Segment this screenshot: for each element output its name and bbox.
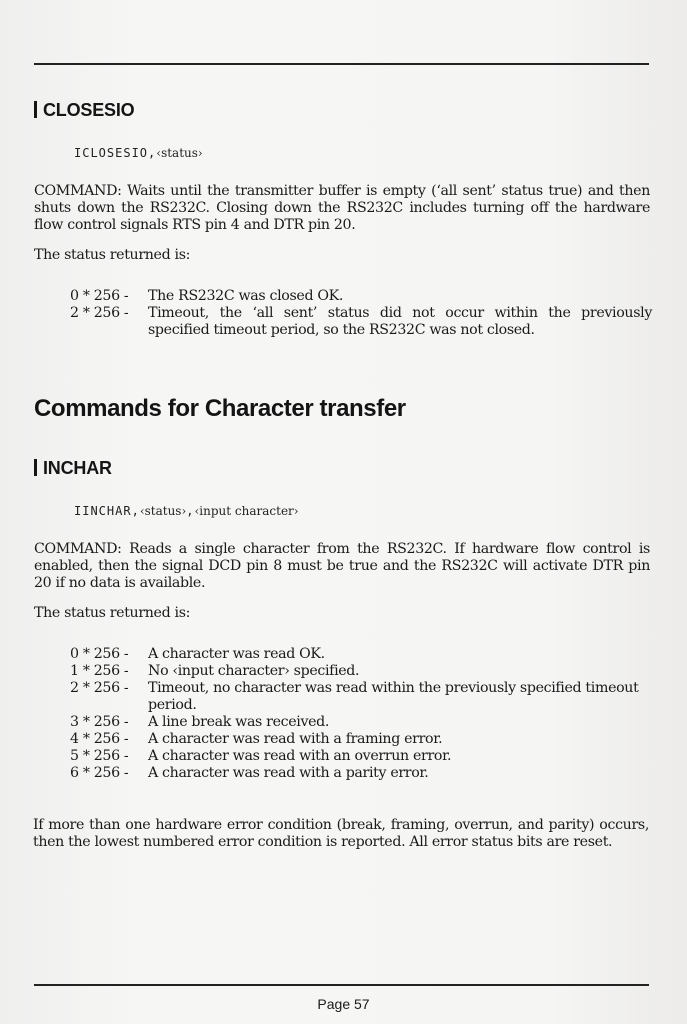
closesio-syntax: [74, 146, 203, 160]
command-bar-mark: [34, 459, 37, 476]
closesio-status-intro: The status returned is:: [34, 247, 191, 263]
syntax-param-input-character: ‹input character›: [194, 504, 299, 518]
status-code: 0 * 256 -: [70, 646, 129, 662]
status-code: 1 * 256 -: [70, 663, 129, 679]
bottom-rule: [34, 984, 649, 986]
status-code: 2 * 256 -: [70, 680, 129, 696]
status-description: A character was read OK.: [148, 646, 325, 662]
list-item: [70, 748, 652, 765]
status-description: Timeout, the ‘all sent’ status did not occur within the previously specified timeout period, so the RS232C was not closed.: [148, 305, 652, 338]
list-item: [70, 731, 652, 748]
list-item: [70, 305, 652, 339]
list-item: [70, 680, 652, 714]
inchar-footnote: If more than one hardware error condition (break, framing, overrun, and parity) occurs, then the lowest numbered error condition is reported. All error status bits are reset.: [33, 817, 649, 850]
status-description: No ‹input character› specified.: [148, 663, 360, 679]
status-code: 6 * 256 -: [70, 765, 129, 781]
status-code: 0 * 256 -: [70, 288, 129, 304]
syntax-param-status: ‹status›: [156, 146, 203, 160]
status-description: A line break was received.: [148, 714, 330, 730]
status-code: 3 * 256 -: [70, 714, 129, 730]
closesio-description: COMMAND: Waits until the transmitter buffer is empty (‘all sent’ status true) and then shuts down the RS232C. Closing down the RS232C includes turning off the hardware flow control signals RTS pin 4 and DTR pin 20.: [34, 183, 650, 233]
top-rule: [34, 63, 649, 65]
status-description: A character was read with a framing error.: [148, 731, 443, 747]
syntax-command: CLOSESIO,: [82, 146, 157, 160]
section-title: Commands for Character transfer: [34, 395, 406, 422]
status-code: 2 * 256 -: [70, 305, 129, 321]
list-item: [70, 765, 652, 782]
syntax-bar: I: [74, 146, 83, 160]
inchar-status-list: [70, 646, 652, 782]
syntax-param-status: ‹status›: [139, 504, 187, 518]
status-description: Timeout, no character was read within the previously specified timeout period.: [148, 680, 639, 713]
list-item: [70, 288, 652, 305]
list-item: [70, 663, 652, 680]
syntax-bar: I: [74, 504, 83, 518]
list-item: [70, 646, 652, 663]
inchar-status-intro: The status returned is:: [34, 605, 191, 621]
inchar-description: COMMAND: Reads a single character from the RS232C. If hardware flow control is enabled, then the signal DCD pin 8 must be true and the RS232C will activate DTR pin 20 if no data is available.: [34, 541, 650, 591]
status-description: A character was read with an overrun error.: [148, 748, 452, 764]
syntax-separator: ,: [186, 504, 195, 518]
inchar-syntax: [74, 504, 299, 518]
list-item: [70, 714, 652, 731]
closesio-heading: CLOSESIO: [34, 100, 134, 121]
status-description: A character was read with a parity error.: [148, 765, 429, 781]
command-bar-mark: [34, 101, 37, 118]
status-code: 5 * 256 -: [70, 748, 129, 764]
syntax-command: INCHAR,: [82, 504, 140, 518]
inchar-heading: INCHAR: [34, 458, 112, 479]
closesio-status-list: [70, 288, 652, 339]
status-description: The RS232C was closed OK.: [148, 288, 344, 304]
status-code: 4 * 256 -: [70, 731, 129, 747]
page-number: Page 57: [317, 996, 370, 1012]
